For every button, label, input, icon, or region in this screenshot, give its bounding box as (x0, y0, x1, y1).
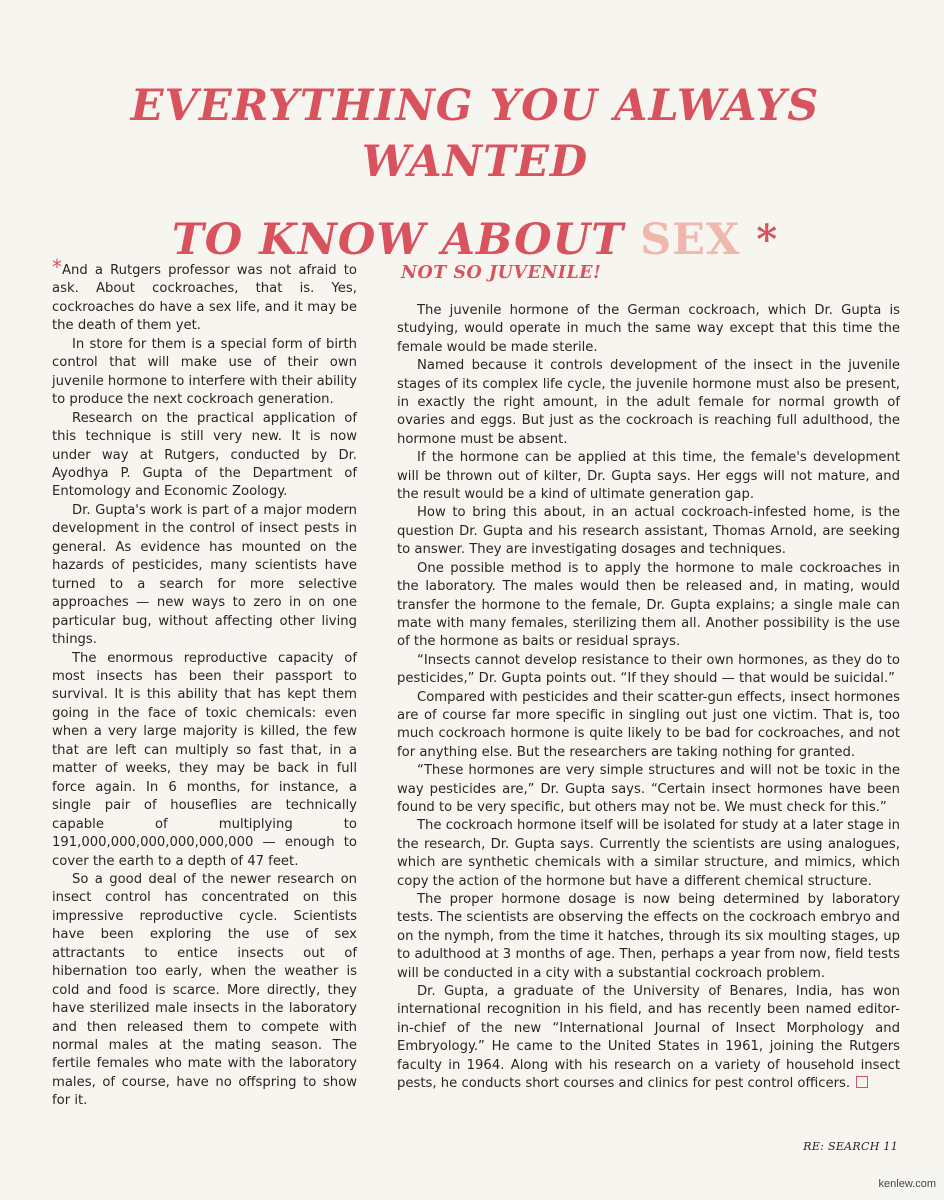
paragraph: If the hormone can be applied at this time, the female's development will be thrown out of kilter, Dr. Gupta says. Her eggs will not mature, and the result would be a kind of ultimate generation gap. (397, 450, 900, 503)
article-title (30, 78, 920, 268)
paragraph: The enormous reproductive capacity of most insects has been their passport to survival. It is this ability that has kept them going in the face of toxic chemicals: even when a very large majority is killed, the few that are left can multiply so fast that, in a matter of weeks, they may be back in full force again. In 6 months, for instance, a single pair of houseflies are technically capable of multiplying to 191,000,000,000,000,000,000 — enough to cover the earth to a depth of 47 feet. (52, 650, 357, 869)
title-highlight-word: SEX (640, 215, 741, 265)
title-line-2-prefix: TO KNOW ABOUT (171, 215, 641, 265)
paragraph: Named because it controls development of the insect in the juvenile stages of its complex life cycle, the juvenile hormone must also be present, in exactly the right amount, in the adult female for normal growth of ovaries and eggs. But just as the cockroach is reaching full adulthood, the hormone must be absent. (397, 358, 900, 447)
paragraph: Dr. Gupta's work is part of a major modern development in the control of insect pests in general. As evidence has mounted on the hazards of pesticides, many scientists have turned to a search for more selective approaches — new ways to zero in on one particular bug, without affecting other living things. (52, 502, 357, 648)
paragraph: The cockroach hormone itself will be isolated for study at a later stage in the research, Dr. Gupta says. Currently the scientists are using analogues, which are synthetic chemicals with a similar structure, and mimics, which copy the action of the hormone but have a different chemical structure. (397, 818, 900, 889)
paragraph: Research on the practical application of this technique is still very new. It is now under way at Rutgers, conducted by Dr. Ayodhya P. Gupta of the Department of Entomology and Economic Zoology. (52, 410, 357, 500)
paragraph: So a good deal of the newer research on insect control has concentrated on this impressive reproductive cycle. Scientists have been exploring the use of sex attractants to entice insects out of hibernation too early, when the weather is cold and food is scarce. More directly, they have sterilized male insects in the laboratory and then released them to compete with normal males at the mating season. The fertile females who mate with the laboratory males, of course, have no offspring to show for it. (52, 871, 357, 1109)
end-mark-icon (856, 1076, 868, 1088)
page-folio: RE: SEARCH 11 (803, 1140, 898, 1153)
paragraph: How to bring this about, in an actual cockroach-infested home, is the question Dr. Gupta and his research assistant, Thomas Arnold, are seeking to answer. They are investigating dosages and techniques. (397, 505, 900, 558)
paragraph: The juvenile hormone of the German cockroach, which Dr. Gupta is studying, would operate in much the same way except that this time the female would be made sterile. (397, 303, 900, 355)
paragraph: “Insects cannot develop resistance to their own hormones, as they do to pesticides,” Dr. Gupta points out. “If they should — that would be suicidal.” (397, 652, 900, 687)
section-subheading: NOT SO JUVENILE! (401, 263, 602, 283)
title-line-2 (30, 212, 920, 268)
paragraph: In store for them is a special form of birth control that will make use of their own juvenile hormone to interfere with their ability to produce the next cockroach generation. (52, 336, 357, 408)
paragraph: *And a Rutgers professor was not afraid to ask. About cockroaches, that is. Yes, cockroaches do have a sex life, and it may be the death of them yet. (52, 255, 357, 334)
footnote-asterisk: * (52, 255, 62, 279)
paragraph: The proper hormone dosage is now being determined by laboratory tests. The scientists are observing the effects on the cockroach embryo and on the nymph, from the time it hatches, through its six moulting stages, up to adulthood at 3 months of age. Then, perhaps a year from now, field tests will be conducted in a city with a substantial cockroach problem. (397, 892, 900, 981)
title-asterisk: * (756, 216, 779, 263)
right-column (397, 262, 900, 1093)
left-column (52, 255, 357, 1111)
source-credit: kenlew.com (878, 1178, 936, 1190)
paragraph: “These hormones are very simple structures and will not be toxic in the way pesticides are,” Dr. Gupta says. “Certain insect hormones have been found to be very specific, but others may not be. We must check for this.” (397, 763, 900, 815)
paragraph: Dr. Gupta, a graduate of the University of Benares, India, has won international recognition in his field, and has recently been named editor-in-chief of the new “International Journal of Insect Morphology and Embryology.” He came to the United States in 1961, joining the Rutgers faculty in 1964. Along with his research on a variety of household insect pests, he conducts short courses and clinics for pest control officers. (397, 984, 900, 1092)
paragraph: Compared with pesticides and their scatter-gun effects, insect hormones are of course far more specific in singling out just one victim. That is, too much cockroach hormone is quite likely to be bad for cockroaches, and not for anything else. But the researchers are taking nothing for granted. (397, 689, 900, 760)
title-line-1: EVERYTHING YOU ALWAYS WANTED (130, 81, 820, 187)
paragraph: One possible method is to apply the hormone to male cockroaches in the laboratory. The males would then be released and, in mating, would transfer the hormone to the female, Dr. Gupta explains; a single male can mate with many females, sterilizing them all. Another possibility is the use of the hormone as baits or residual sprays. (397, 560, 900, 650)
